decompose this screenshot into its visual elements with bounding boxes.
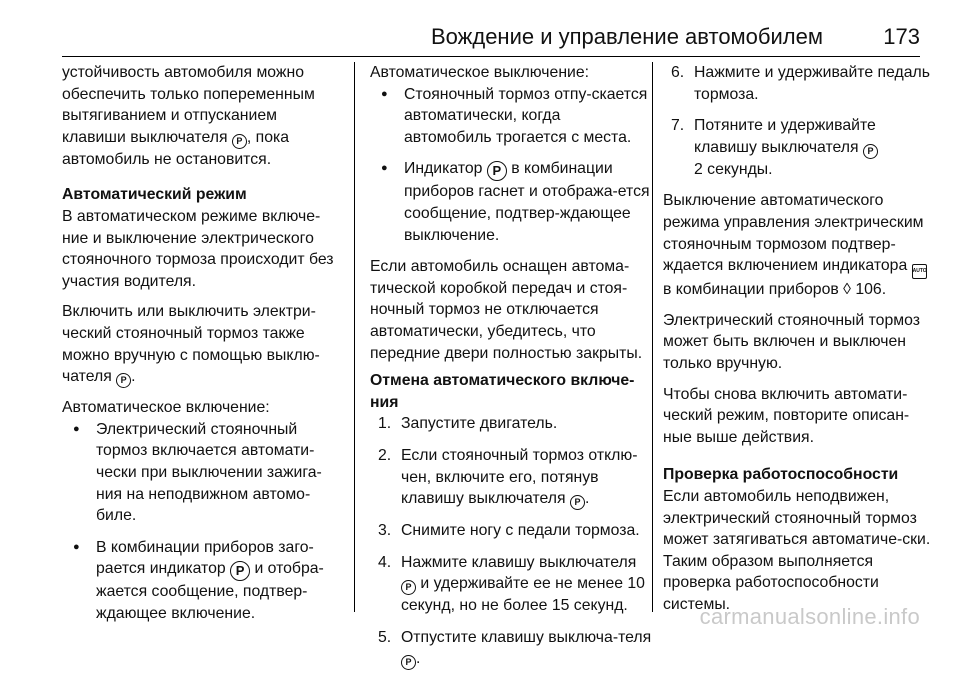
list-item: 4. Нажмите клавишу выключателя P и удерживайте ее не менее 10 секунд, но не более 15 секунд. xyxy=(378,553,645,615)
list-item: ● Электрический стояночный тормоз включается автомати-чески при выключении зажига-ния на неподвижном автомо-биле. xyxy=(62,419,344,527)
watermark: carmanualsonline.info xyxy=(699,604,920,629)
paragraph: устойчивость автомобиля можно обеспечить только попеременным вытягиванием и отпусканием клавиши выключателя P , пока автомобиль не остановится. xyxy=(62,64,315,168)
parking-brake-switch-icon: P xyxy=(863,144,878,159)
list-item: 1. Запустите двигатель. xyxy=(378,415,558,433)
paragraph: Чтобы снова включить автомати-ческий режим, повторите описан-ные выше действия. xyxy=(663,385,910,446)
parking-brake-switch-icon: P xyxy=(232,134,247,149)
paragraph: Автоматическое выключение: xyxy=(370,64,590,81)
list-item: 5. Отпустите клавишу выключа-теля P . xyxy=(370,627,652,671)
parking-brake-switch-icon: P xyxy=(401,580,416,595)
column-divider xyxy=(652,62,653,612)
header-rule xyxy=(62,56,920,57)
paragraph: Включить или выключить электри-ческий стояночный тормоз также можно вручную с помощью выклю-чателя P . xyxy=(62,301,344,388)
column-divider xyxy=(354,62,355,612)
column-2 xyxy=(370,62,652,680)
section-heading-cancel: Отмена автоматического включе-ния xyxy=(370,372,635,411)
section-heading-check: Проверка работоспособности xyxy=(663,466,899,484)
section-heading-auto: Автоматический режим xyxy=(62,186,247,204)
parking-brake-switch-icon: P xyxy=(401,655,416,670)
list-item: 2. Если стояночный тормоз отклю-чен, включите его, потянув клавишу выключателя P . xyxy=(370,445,652,510)
paragraph: Выключение автоматического режима управления электрическим стояночным тормозом подтвер-ждается включением индикатора AUTO в комбинации приборов ◊ 106. xyxy=(663,192,927,299)
list-item: ● Стояночный тормоз отпу-скается автоматически, когда автомобиль трогается с места. xyxy=(370,84,652,149)
page-number: 173 xyxy=(883,24,920,49)
paragraph: В автоматическом режиме включе-ние и выключение электрического стояночного тормоза происходит без участия водителя. xyxy=(62,207,334,290)
list-item: ● Индикатор P в комбинации приборов гаснет и отобража-ется сообщение, подтвер-ждающее выключение. xyxy=(370,158,652,246)
list-item: 6. Нажмите и удерживайте педаль тормоза. xyxy=(671,64,930,103)
auto-indicator-icon: AUTO xyxy=(912,264,927,279)
paragraph: Если автомобиль неподвижен, электрический стояночный тормоз может затягиваться автоматиче-ски. Таким образом выполняется проверка работоспособности системы. xyxy=(663,487,931,613)
paragraph: Электрический стояночный тормоз может быть включен и выключен только вручную. xyxy=(663,311,920,372)
parking-brake-switch-icon: P xyxy=(570,495,585,510)
bullet-list xyxy=(62,419,344,625)
paragraph: Если автомобиль оснащен автома-тической коробкой передач и стоя-ночный тормоз не отключается автоматически, убедитесь, что передние двери полностью закрыты. xyxy=(370,258,643,362)
parking-brake-switch-icon: P xyxy=(116,373,131,388)
steps-list xyxy=(370,413,652,670)
column-1 xyxy=(62,62,344,634)
page-reference-link[interactable]: ◊ 106. xyxy=(843,281,887,299)
parking-brake-indicator-icon: P xyxy=(230,561,250,581)
page-title: Вождение и управление автомобилем xyxy=(430,24,823,49)
parking-brake-indicator-icon: P xyxy=(487,161,507,181)
list-item: ● В комбинации приборов заго-рается индикатор P и отобра-жается сообщение, подтвер-ждающее включение. xyxy=(62,537,344,625)
list-item: 3. Снимите ногу с педали тормоза. xyxy=(378,522,640,540)
column-3 xyxy=(663,62,937,624)
steps-list xyxy=(663,62,937,180)
list-item: 7. Потяните и удерживайте клавишу выключателя P 2 секунды. xyxy=(663,115,937,180)
bullet-list xyxy=(370,84,652,247)
page-header xyxy=(0,0,960,58)
paragraph: Автоматическое включение: xyxy=(62,399,270,417)
